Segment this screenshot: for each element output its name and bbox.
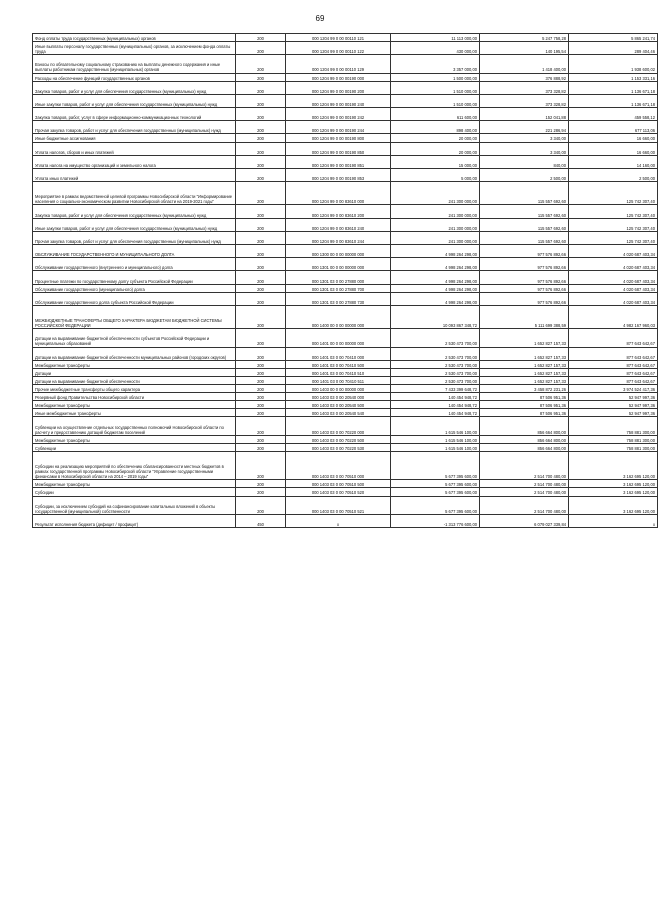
expense-name-cell: Иные закупки товаров, работ и услуг для обеспечения государственных (муниципальных) нужд [33,94,236,107]
unexecuted-amount-cell: 4 020 687 403,34 [569,271,658,284]
expense-name-cell: ОБСЛУЖИВАНИЕ ГОСУДАРСТВЕННОГО И МУНИЦИПАЛЬНОГО ДОЛГА [33,245,236,258]
approved-amount-cell: 140 454 948,72 [391,401,480,409]
approved-amount-cell: 241 300 000,00 [391,231,480,244]
budget-classification-code-cell: 000 1403 00 0 00 00000 000 [286,385,391,393]
executed-amount-cell: 140 195,54 [480,42,569,55]
approved-amount-cell: 4 998 264 298,00 [391,271,480,284]
budget-classification-code-cell: 000 1301 03 0 00 27880 700 [286,284,391,292]
executed-amount-cell: 115 557 692,60 [480,205,569,218]
table-row [33,258,658,271]
budget-classification-code-cell: 000 1403 03 0 00 20540 540 [286,409,391,417]
unexecuted-amount-cell: 4 020 687 403,34 [569,258,658,271]
line-code-cell: 200 [236,168,286,181]
line-code-cell: 200 [236,451,286,480]
budget-classification-code-cell: 000 1204 99 0 00 00190 800 [286,134,391,142]
line-code-cell: 200 [236,271,286,284]
expense-name-cell: Уплата иных платежей [33,168,236,181]
table-row [33,271,658,284]
table-row [33,34,658,42]
unexecuted-amount-cell: 52 947 997,36 [569,409,658,417]
table-row [33,443,658,451]
approved-amount-cell: 5 000,00 [391,168,480,181]
unexecuted-amount-cell: 877 643 642,67 [569,347,658,360]
budget-classification-code-cell: 000 1401 03 0 00 70410 000 [286,347,391,360]
budget-classification-code-cell: 000 1204 99 0 00 00110 129 [286,55,391,73]
line-code-cell: 200 [236,55,286,73]
table-row [33,376,658,384]
expense-name-cell: Закупка товаров, работ и услуг для обеспечения государственных (муниципальных) нужд [33,205,236,218]
unexecuted-amount-cell: 52 947 997,36 [569,401,658,409]
executed-amount-cell: 152 041,88 [480,108,569,121]
line-code-cell: 200 [236,284,286,292]
approved-amount-cell: 241 300 000,00 [391,218,480,231]
expense-name-cell: Дотации на выравнивание бюджетной обеспеченности субъектов Российской Федерации и муниципальных образований [33,329,236,347]
line-code-cell: 200 [236,393,286,401]
line-code-cell: 200 [236,94,286,107]
approved-amount-cell: -1 313 776 600,00 [391,514,480,527]
line-code-cell: 200 [236,488,286,496]
unexecuted-amount-cell: 3 162 695 120,00 [569,488,658,496]
unexecuted-amount-cell: 1 136 671,18 [569,94,658,107]
approved-amount-cell: 10 093 867 348,72 [391,305,480,328]
expense-name-cell: Закупка товаров, работ и услуг для обеспечения государственных (муниципальных) нужд [33,81,236,94]
unexecuted-amount-cell: 758 881 300,00 [569,435,658,443]
table-row [33,142,658,155]
expense-name-cell: Фонд оплаты труда государственных (муниципальных) органов [33,34,236,42]
budget-classification-code-cell: 000 1403 03 0 00 70220 500 [286,435,391,443]
approved-amount-cell: 3 357 000,00 [391,55,480,73]
executed-amount-cell: 221 286,94 [480,121,569,134]
approved-amount-cell: 1 615 546 100,00 [391,443,480,451]
table-row [33,417,658,435]
budget-classification-code-cell: 000 1204 99 0 00 00110 122 [286,42,391,55]
budget-classification-code-cell: 000 1204 99 0 00 00190 851 [286,155,391,168]
line-code-cell: 200 [236,305,286,328]
expense-name-cell: МЕЖБЮДЖЕТНЫЕ ТРАНСФЕРТЫ ОБЩЕГО ХАРАКТЕРА БЮДЖЕТАМ БЮДЖЕТНОЙ СИСТЕМЫ РОССИЙСКОЙ ФЕДЕРАЦИИ [33,305,236,328]
executed-amount-cell: 3 340,00 [480,142,569,155]
executed-amount-cell: 840,00 [480,155,569,168]
expense-name-cell: Уплата налога на имущество организаций и земельного налога [33,155,236,168]
unexecuted-amount-cell: 125 742 307,40 [569,218,658,231]
approved-amount-cell: 20 000,00 [391,134,480,142]
table-row [33,205,658,218]
executed-amount-cell: 87 506 951,36 [480,393,569,401]
line-code-cell: 200 [236,360,286,368]
executed-amount-cell: 1 652 827 157,33 [480,360,569,368]
line-code-cell: 200 [236,42,286,55]
budget-classification-code-cell: 000 1401 00 0 00 00000 000 [286,329,391,347]
budget-classification-code-cell: 000 1401 03 0 00 70410 500 [286,360,391,368]
line-code-cell: 200 [236,385,286,393]
line-code-cell: 200 [236,34,286,42]
executed-amount-cell: 87 506 951,36 [480,409,569,417]
unexecuted-amount-cell: 877 643 642,67 [569,368,658,376]
line-code-cell: 200 [236,435,286,443]
approved-amount-cell: 4 998 264 298,00 [391,292,480,305]
table-row [33,108,658,121]
expense-name-cell: Межбюджетные трансферты [33,401,236,409]
table-row [33,284,658,292]
line-code-cell: 200 [236,205,286,218]
approved-amount-cell: 611 600,00 [391,108,480,121]
unexecuted-amount-cell: 4 020 687 403,34 [569,284,658,292]
expense-name-cell: Результат исполнения бюджета (дефицит / профицит) [33,514,236,527]
expense-name-cell: Межбюджетные трансферты [33,480,236,488]
executed-amount-cell: 977 576 892,66 [480,245,569,258]
approved-amount-cell: 140 454 948,72 [391,393,480,401]
expense-name-cell: Взносы по обязательному социальному страхованию на выплаты денежного содержания и иные выплаты работникам государственных (муниципальных) органов [33,55,236,73]
executed-amount-cell: 373 328,82 [480,94,569,107]
unexecuted-amount-cell: 5 865 241,74 [569,34,658,42]
unexecuted-amount-cell: 2 500,00 [569,168,658,181]
approved-amount-cell: 5 677 395 600,00 [391,480,480,488]
expense-name-cell: Иные бюджетные ассигнования [33,134,236,142]
budget-classification-code-cell: 000 1403 03 0 00 70510 521 [286,496,391,514]
expense-name-cell: Прочая закупка товаров, работ и услуг для обеспечения государственных (муниципальных) нужд [33,121,236,134]
expense-name-cell: Межбюджетные трансферты [33,360,236,368]
expense-name-cell: Расходы на обеспечение функций государственных органов [33,73,236,81]
executed-amount-cell: 2 514 700 480,00 [480,480,569,488]
unexecuted-amount-cell: 877 643 642,67 [569,329,658,347]
unexecuted-amount-cell: 52 947 997,36 [569,393,658,401]
line-code-cell: 200 [236,480,286,488]
approved-amount-cell: 4 998 264 298,00 [391,258,480,271]
table-row [33,409,658,417]
executed-amount-cell: 1 652 827 157,33 [480,368,569,376]
table-row [33,155,658,168]
budget-classification-code-cell: 000 1204 99 0 00 00190 200 [286,81,391,94]
page-number: 69 [315,14,325,23]
executed-amount-cell: 977 576 892,66 [480,284,569,292]
budget-classification-code-cell: 000 1301 03 0 00 27880 000 [286,271,391,284]
executed-amount-cell: 373 328,82 [480,81,569,94]
expense-name-cell: Иные закупки товаров, работ и услуг для обеспечения государственных (муниципальных) нужд [33,218,236,231]
unexecuted-amount-cell: 4 982 167 960,03 [569,305,658,328]
budget-classification-code-cell: 000 1204 99 0 00 00190 244 [286,121,391,134]
expense-name-cell: Закупка товаров, работ, услуг в сфере информационно-коммуникационных технологий [33,108,236,121]
line-code-cell: 200 [236,218,286,231]
budget-execution-table [32,33,658,528]
budget-classification-code-cell: 000 1204 99 0 00 83610 244 [286,231,391,244]
executed-amount-cell: 3 340,00 [480,134,569,142]
table-row [33,401,658,409]
expense-name-cell: Субсидии [33,488,236,496]
budget-classification-code-cell: 000 1300 00 0 00 00000 000 [286,245,391,258]
unexecuted-amount-cell: 877 643 642,67 [569,376,658,384]
unexecuted-amount-cell: 16 660,00 [569,134,658,142]
budget-classification-code-cell: 000 1403 03 0 00 20540 500 [286,401,391,409]
expense-name-cell: Иные межбюджетные трансферты [33,409,236,417]
line-code-cell: 200 [236,182,286,205]
expense-name-cell: Дотации на выравнивание бюджетной обеспеченности муниципальных районов (городских округов) [33,347,236,360]
unexecuted-amount-cell: x [569,514,658,527]
approved-amount-cell: 2 530 473 700,00 [391,347,480,360]
table-row [33,168,658,181]
executed-amount-cell: 376 888,92 [480,73,569,81]
budget-classification-code-cell: 000 1403 03 0 00 70510 500 [286,480,391,488]
line-code-cell: 200 [236,292,286,305]
unexecuted-amount-cell: 4 020 687 403,34 [569,245,658,258]
expense-name-cell: Уплата налогов, сборов и иных платежей [33,142,236,155]
approved-amount-cell: 430 000,00 [391,42,480,55]
executed-amount-cell: 1 652 827 157,33 [480,376,569,384]
line-code-cell: 200 [236,376,286,384]
approved-amount-cell: 1 500 000,00 [391,73,480,81]
unexecuted-amount-cell: 125 742 307,40 [569,182,658,205]
expense-name-cell: Обслуживание государственного (муниципального) долга [33,284,236,292]
unexecuted-amount-cell: 1 153 331,16 [569,73,658,81]
budget-classification-code-cell: 000 1204 99 0 00 83610 000 [286,182,391,205]
executed-amount-cell: 856 664 800,00 [480,435,569,443]
approved-amount-cell: 2 530 473 700,00 [391,368,480,376]
line-code-cell: 200 [236,347,286,360]
unexecuted-amount-cell: 125 742 307,40 [569,231,658,244]
table-row [33,182,658,205]
approved-amount-cell: 15 000,00 [391,155,480,168]
budget-classification-code-cell: 000 1204 99 0 00 00190 853 [286,168,391,181]
table-row [33,329,658,347]
budget-classification-code-cell: 000 1403 03 0 00 70220 530 [286,443,391,451]
line-code-cell: 200 [236,417,286,435]
executed-amount-cell: 856 664 800,00 [480,443,569,451]
executed-amount-cell: 2 514 700 480,00 [480,496,569,514]
unexecuted-amount-cell: 459 558,12 [569,108,658,121]
line-code-cell: 200 [236,409,286,417]
line-code-cell: 200 [236,121,286,134]
approved-amount-cell: 140 454 948,72 [391,409,480,417]
budget-classification-code-cell: 000 1403 03 0 00 70510 520 [286,488,391,496]
line-code-cell: 200 [236,245,286,258]
table-row [33,42,658,55]
approved-amount-cell: 2 530 473 700,00 [391,376,480,384]
table-row [33,121,658,134]
executed-amount-cell: 856 664 800,00 [480,417,569,435]
unexecuted-amount-cell: 1 938 600,02 [569,55,658,73]
executed-amount-cell: 2 514 700 480,00 [480,488,569,496]
approved-amount-cell: 5 677 395 600,00 [391,451,480,480]
budget-classification-code-cell: 000 1403 03 0 00 20540 000 [286,393,391,401]
expense-name-cell: Дотации [33,368,236,376]
expense-name-cell: Прочие межбюджетные трансферты общего характера [33,385,236,393]
table-row [33,94,658,107]
table-row [33,480,658,488]
executed-amount-cell: 1 652 827 157,33 [480,329,569,347]
table-row [33,73,658,81]
line-code-cell: 200 [236,155,286,168]
budget-classification-code-cell: 000 1204 99 0 00 00190 242 [286,108,391,121]
approved-amount-cell: 241 300 000,00 [391,182,480,205]
budget-classification-code-cell: 000 1400 00 0 00 00000 000 [286,305,391,328]
line-code-cell: 200 [236,73,286,81]
unexecuted-amount-cell: 877 643 642,67 [569,360,658,368]
executed-amount-cell: 977 576 892,66 [480,292,569,305]
unexecuted-amount-cell: 677 113,06 [569,121,658,134]
expense-name-cell: Обслуживание государственного (внутреннего и муниципального) долга [33,258,236,271]
table-row [33,514,658,527]
approved-amount-cell: 2 530 473 700,00 [391,329,480,347]
executed-amount-cell: 2 500,00 [480,168,569,181]
table-row [33,55,658,73]
expense-name-cell: Субсидии, за исключением субсидий на софинансирование капитальных вложений в объекты государственной (муниципальной) собственности [33,496,236,514]
expense-name-cell: Процентные платежи по государственному долгу субъекта Российской Федерации [33,271,236,284]
executed-amount-cell: 977 576 892,66 [480,271,569,284]
approved-amount-cell: 1 615 546 100,00 [391,417,480,435]
unexecuted-amount-cell: 4 020 687 403,34 [569,292,658,305]
table-row [33,134,658,142]
table-row [33,292,658,305]
table-row [33,435,658,443]
executed-amount-cell: 87 506 951,36 [480,401,569,409]
unexecuted-amount-cell: 3 162 695 120,00 [569,496,658,514]
unexecuted-amount-cell: 16 660,00 [569,142,658,155]
budget-classification-code-cell: 000 1204 99 0 00 83610 200 [286,205,391,218]
line-code-cell: 200 [236,231,286,244]
approved-amount-cell: 1 510 000,00 [391,81,480,94]
budget-classification-code-cell: 000 1301 00 0 00 00000 000 [286,258,391,271]
unexecuted-amount-cell: 3 162 695 120,00 [569,451,658,480]
table-row [33,368,658,376]
expense-name-cell: Прочая закупка товаров, работ и услуг для обеспечения государственных (муниципальных) нужд [33,231,236,244]
unexecuted-amount-cell: 1 136 671,18 [569,81,658,94]
budget-classification-code-cell: x [286,514,391,527]
executed-amount-cell: 115 557 692,60 [480,231,569,244]
unexecuted-amount-cell: 125 742 307,40 [569,205,658,218]
line-code-cell: 200 [236,496,286,514]
expense-name-cell: Обслуживание государственного долга субъекта Российской Федерации [33,292,236,305]
approved-amount-cell: 5 677 395 600,00 [391,488,480,496]
budget-classification-code-cell: 000 1403 03 0 00 70220 000 [286,417,391,435]
approved-amount-cell: 1 615 546 100,00 [391,435,480,443]
expense-name-cell: Мероприятие в рамках ведомственной целевой программы Новосибирской области "Информирование населения о социально-экономическом развитии Новосибирской области на 2019-2021 годы" [33,182,236,205]
budget-classification-code-cell: 000 1401 03 0 00 70410 510 [286,368,391,376]
executed-amount-cell: 3 458 872 231,26 [480,385,569,393]
budget-classification-code-cell: 000 1204 99 0 00 00110 121 [286,34,391,42]
executed-amount-cell: 115 557 692,60 [480,182,569,205]
budget-classification-code-cell: 000 1301 03 0 00 27880 730 [286,292,391,305]
approved-amount-cell: 1 510 000,00 [391,94,480,107]
line-code-cell: 200 [236,142,286,155]
line-code-cell: 200 [236,134,286,142]
expense-name-cell: Субвенции на осуществление отдельных государственных полномочий Новосибирской области по расчету и предоставлению дотаций бюджетам поселений [33,417,236,435]
expense-name-cell: Иные выплаты персоналу государственных (муниципальных) органов, за исключением фонда оплаты труда [33,42,236,55]
approved-amount-cell: 4 998 264 298,00 [391,284,480,292]
approved-amount-cell: 2 530 473 700,00 [391,360,480,368]
executed-amount-cell: 115 557 692,60 [480,218,569,231]
table-row [33,385,658,393]
executed-amount-cell: 5 247 758,28 [480,34,569,42]
table-row [33,496,658,514]
executed-amount-cell: 5 111 699 388,59 [480,305,569,328]
budget-classification-code-cell: 000 1204 99 0 00 00190 240 [286,94,391,107]
expense-name-cell: Дотации на выравнивание бюджетной обеспеченности [33,376,236,384]
unexecuted-amount-cell: 14 160,00 [569,155,658,168]
expense-name-cell: Субвенции [33,443,236,451]
line-code-cell: 200 [236,443,286,451]
approved-amount-cell: 4 998 264 298,00 [391,245,480,258]
line-code-cell: 200 [236,401,286,409]
line-code-cell: 200 [236,108,286,121]
approved-amount-cell: 7 433 399 648,72 [391,385,480,393]
expense-name-cell: Резервный фонд Правительства Новосибирской области [33,393,236,401]
approved-amount-cell: 5 677 395 600,00 [391,496,480,514]
budget-classification-code-cell: 000 1204 99 0 00 00190 000 [286,73,391,81]
line-code-cell: 200 [236,368,286,376]
executed-amount-cell: 6 079 027 339,84 [480,514,569,527]
table-row [33,231,658,244]
line-code-cell: 450 [236,514,286,527]
table-row [33,451,658,480]
unexecuted-amount-cell: 3 974 524 417,36 [569,385,658,393]
table-row [33,488,658,496]
table-row [33,81,658,94]
unexecuted-amount-cell: 3 162 695 120,00 [569,480,658,488]
executed-amount-cell: 1 652 827 157,33 [480,347,569,360]
budget-classification-code-cell: 000 1204 99 0 00 83610 240 [286,218,391,231]
budget-classification-code-cell: 000 1401 03 0 00 70410 511 [286,376,391,384]
table-row [33,347,658,360]
budget-classification-code-cell: 000 1403 03 0 00 70510 000 [286,451,391,480]
expense-name-cell: Субсидии на реализацию мероприятий по обеспечению сбалансированности местных бюджетов в рамках государственной программы Новосибирской области "Управление государственными финансами в Новосибирской области на 2014 – 2019 годы" [33,451,236,480]
line-code-cell: 200 [236,258,286,271]
approved-amount-cell: 241 300 000,00 [391,205,480,218]
unexecuted-amount-cell: 289 404,46 [569,42,658,55]
approved-amount-cell: 898 400,00 [391,121,480,134]
table-row [33,305,658,328]
budget-classification-code-cell: 000 1204 99 0 00 00190 850 [286,142,391,155]
approved-amount-cell: 20 000,00 [391,142,480,155]
executed-amount-cell: 1 418 400,00 [480,55,569,73]
approved-amount-cell: 11 113 000,00 [391,34,480,42]
unexecuted-amount-cell: 758 881 300,00 [569,443,658,451]
expense-name-cell: Межбюджетные трансферты [33,435,236,443]
table-row [33,360,658,368]
table-row [33,218,658,231]
executed-amount-cell: 977 576 892,66 [480,258,569,271]
executed-amount-cell: 2 514 700 480,00 [480,451,569,480]
table-row [33,245,658,258]
unexecuted-amount-cell: 758 881 300,00 [569,417,658,435]
line-code-cell: 200 [236,329,286,347]
table-row [33,393,658,401]
line-code-cell: 200 [236,81,286,94]
